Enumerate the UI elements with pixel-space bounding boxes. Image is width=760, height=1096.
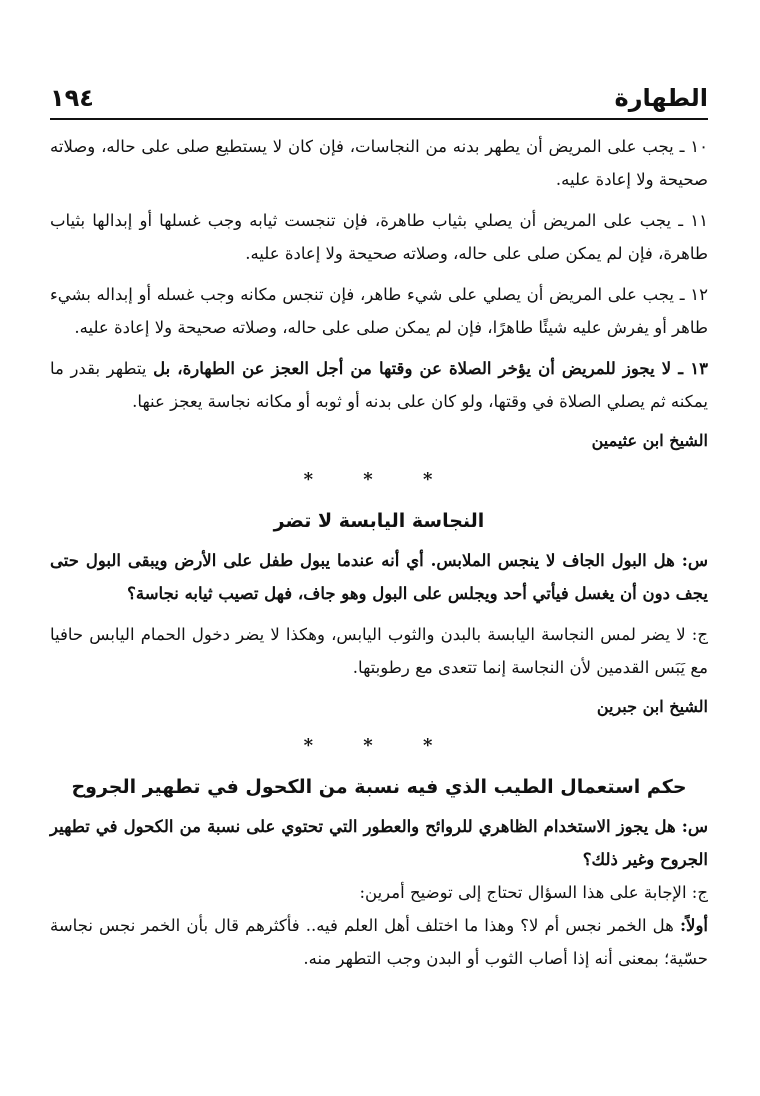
rule-13	[50, 352, 708, 418]
first-point-label: أولاً:	[679, 916, 708, 935]
section-title-alcohol-perfume: حكم استعمال الطيب الذي فيه نسبة من الكحول في تطهير الجروح	[71, 776, 687, 798]
first-point-text: هل الخمر نجس أم لا؟ وهذا ما اختلف أهل العلم فيه.. فأكثرهم قال بأن الخمر نجس نجاسة حسّية؛ بمعنى أنه إذا أصاب الثوب أو البدن وجب التطهر منه.	[50, 916, 708, 968]
rule-12: ١٢ ـ يجب على المريض أن يصلي على شيء طاهر، فإن تنجس مكانه وجب غسله أو إبداله بشيء طاهر أو يفرش عليه شيئًا طاهرًا، فإن لم يمكن صلى على حاله، وصلاته صحيحة ولا إعادة عليه.	[50, 285, 708, 337]
question-dry-urine: س: هل البول الجاف لا ينجس الملابس. أي أنه عندما يبول طفل على الأرض ويبقى البول حتى يجف دون أن يغسل فيأتي أحد ويجلس على البول وهو جاف، فهل تصيب ثيابه نجاسة؟	[50, 551, 708, 603]
section-title-dry-impurity: النجاسة اليابسة لا تضر	[273, 510, 485, 532]
section-separator: * * *	[303, 735, 455, 756]
answer-intro: ج: الإجابة على هذا السؤال تحتاج إلى توضيح أمرين:	[359, 883, 708, 902]
rule-10: ١٠ ـ يجب على المريض أن يطهر بدنه من النجاسات، فإن كان لا يستطيع صلى على حاله، وصلاته صحيحة ولا إعادة عليه.	[50, 137, 708, 189]
question-alcohol-perfume: س: هل يجوز الاستخدام الظاهري للروائح والعطور التي تحتوي على نسبة من الكحول في تطهير الجروح وغير ذلك؟	[50, 817, 708, 869]
signature-ibn-uthaymeen: الشيخ ابن عثيمين	[591, 431, 708, 450]
page-body	[50, 130, 708, 975]
rule-13-rest: يتطهر بقدر ما يمكنه ثم يصلي الصلاة في وقتها، ولو كان على بدنه أو ثوبه أو مكانه نجاسة يعجز عنها.	[50, 359, 708, 411]
answer-dry-urine: ج: لا يضر لمس النجاسة اليابسة بالبدن والثوب اليابس، وهكذا لا يضر دخول الحمام اليابس حافيا مع يَبَس القدمين لأن النجاسة إنما تتعدى مع رطوبتها.	[50, 625, 708, 677]
rule-11: ١١ ـ يجب على المريض أن يصلي بثياب طاهرة، فإن تنجست ثيابه وجب غسلها أو إبدالها بثياب طاهرة، فإن لم يمكن صلى على حاله، وصلاته صحيحة ولا إعادة عليه.	[50, 211, 708, 263]
signature-ibn-jibreen: الشيخ ابن جبرين	[596, 697, 708, 716]
section-separator: * * *	[303, 469, 455, 490]
page-number: ١٩٤	[50, 84, 94, 112]
page-header	[50, 70, 708, 120]
answer-first-point	[50, 909, 708, 975]
running-title: الطهارة	[614, 84, 708, 112]
rule-13-lead: ١٣ ـ لا يجوز للمريض أن يؤخر الصلاة عن وقتها من أجل العجز عن الطهارة، بل	[153, 359, 708, 378]
